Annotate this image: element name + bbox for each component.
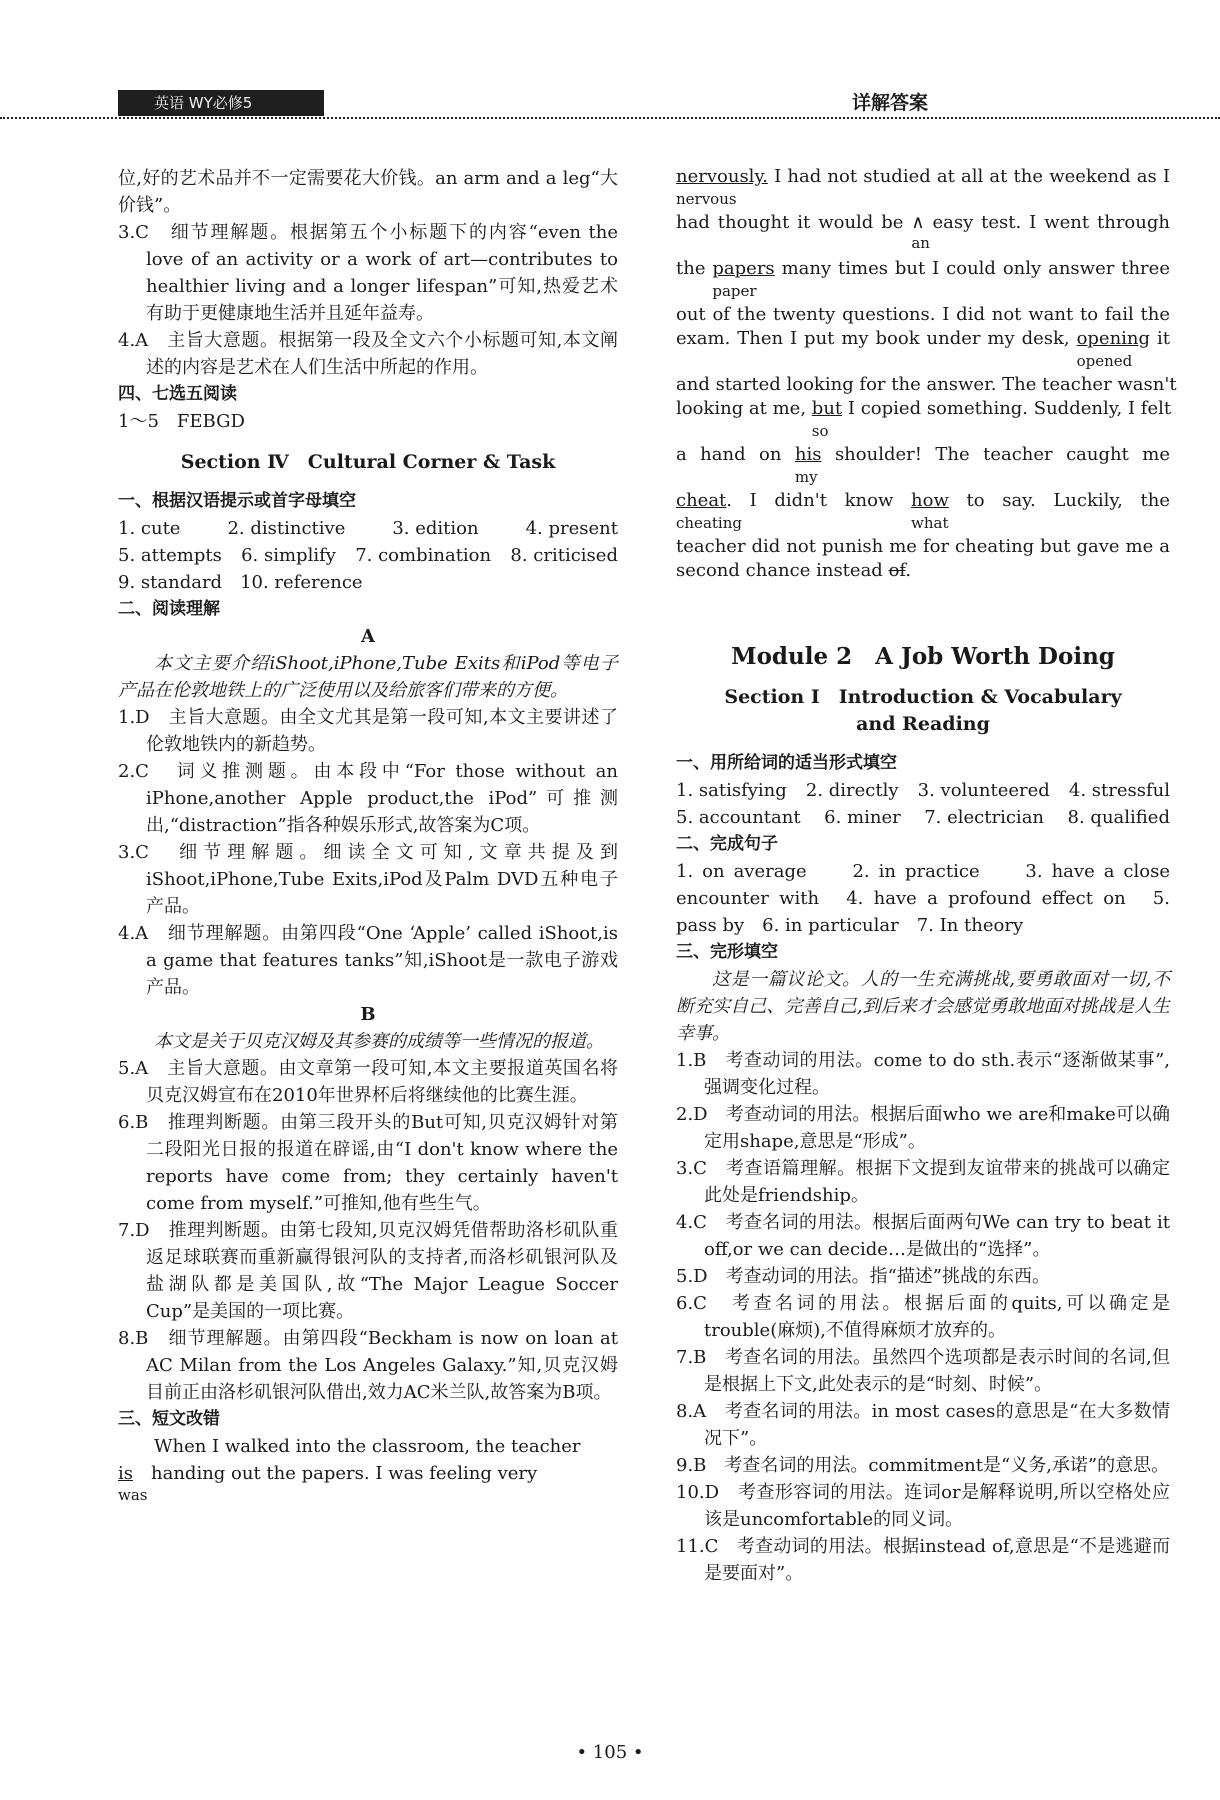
- line-text: shoulder! The teacher caught me: [834, 444, 1170, 465]
- wrong-word: opening: [1076, 328, 1151, 349]
- error-correction-line: [676, 165, 1170, 208]
- fill-answer: 2. directly: [805, 780, 899, 801]
- fill-answer: 3. volunteered: [917, 780, 1050, 801]
- corrected-word: [1076, 327, 1151, 370]
- fill-row: [676, 804, 1170, 831]
- error-correction-line: and started looking for the answer. The teacher wasn't: [676, 374, 1177, 395]
- correction: so: [811, 422, 829, 440]
- error-correction-line: second chance instead of.: [676, 560, 912, 581]
- fill-answer: 3. edition: [392, 518, 479, 539]
- subheading: 二、阅读理解: [118, 599, 220, 619]
- fill-answer: 9. standard: [118, 572, 223, 593]
- answer-item: 4.C 考查名词的用法。根据后面两句We can try to beat it off,or we can decide…是做出的“选择”。: [676, 1212, 1170, 1260]
- answer-item: 3.C 考查语篇理解。根据下文提到友谊带来的挑战可以确定此处是friendship。: [676, 1158, 1170, 1206]
- answer-item: 11.C 考查动词的用法。根据instead of,意思是“不是逃避而是要面对”。: [676, 1536, 1170, 1584]
- corrected-word: [794, 443, 822, 486]
- fill-row: [676, 777, 1170, 804]
- answer-item: 4.A 细节理解题。由第四段“One ‘Apple’ called iShoot,is a game that features tanks”知,iShoot是一款电子游戏产品。: [118, 923, 618, 998]
- correction: cheating: [676, 514, 742, 532]
- fill-answer: 1. cute: [118, 518, 181, 539]
- header-title: 详解答案: [852, 92, 929, 114]
- header-divider: [0, 117, 1220, 119]
- subheading: 三、短文改错: [118, 1409, 220, 1429]
- fill-answer: 7. combination: [355, 545, 492, 566]
- corrected-word: [911, 489, 949, 532]
- line-text: I had not studied at all at the weekend as I: [774, 166, 1170, 187]
- answer-item: 1.D 主旨大意题。由全文尤其是第一段可知,本文主要讲述了伦敦地铁内的新趋势。: [118, 707, 618, 755]
- fill-answer: 8. qualified: [1067, 807, 1170, 828]
- answer-item: 6.C 考查名词的用法。根据后面的quits,可以确定是trouble(麻烦),不值得麻烦才放弃的。: [676, 1293, 1170, 1341]
- section-title-continued: and Reading: [856, 713, 990, 735]
- sentence-answers: 1. on average 2. in practice 3. have a close encounter with 4. have a profound effect on 5. pass by 6. in particular 7. In theory: [676, 861, 1170, 936]
- correction: what: [911, 514, 949, 532]
- answer-item: 2.D 考查动词的用法。根据后面who we are和make可以确定用shape,意思是“形成”。: [676, 1104, 1170, 1152]
- error-correction-line: [676, 257, 1170, 300]
- section-title: Section Ⅰ Introduction & Vocabulary: [724, 686, 1122, 708]
- answer-item: 5.D 考查动词的用法。指“描述”挑战的东西。: [676, 1266, 1051, 1287]
- wrong-word: cheat: [676, 490, 727, 511]
- section-title: Section Ⅳ Cultural Corner & Task: [180, 451, 556, 473]
- line-text: looking at me,: [676, 398, 807, 419]
- subheading: 三、完形填空: [676, 942, 778, 962]
- corrected-word: [712, 257, 775, 300]
- line-text: many times but I could only answer three: [781, 258, 1170, 279]
- line-text: it: [1156, 328, 1170, 349]
- wrong-word: nervously.: [676, 166, 768, 187]
- line-text: . I didn't know: [726, 490, 894, 511]
- line-text: second chance instead: [676, 560, 883, 581]
- subheading: 四、七选五阅读: [118, 384, 237, 404]
- error-correction-line: out of the twenty questions. I did not want to fail the: [676, 304, 1170, 325]
- answer-item: 8.B 细节理解题。由第四段“Beckham is now on loan at AC Milan from the Los Angeles Galaxy.”知,贝克汉姆目前正由洛杉矶银河队借出,效力AC米兰队,故答案为B项。: [118, 1328, 618, 1403]
- answer-item: 1.B 考查动词的用法。come to do sth.表示“逐渐做某事”,强调变化过程。: [676, 1050, 1170, 1098]
- subject-badge: 英语 WY必修5: [118, 90, 324, 116]
- wrong-word: papers: [712, 258, 775, 279]
- page-number: • 105 •: [576, 1742, 644, 1763]
- line-text: the: [676, 258, 706, 279]
- error-correction-line: [676, 489, 1170, 532]
- fill-answer: 7. electrician: [924, 807, 1045, 828]
- line-text: exam. Then I put my book under my desk,: [676, 328, 1070, 349]
- wrong-word: is: [118, 1463, 133, 1484]
- fill-answer: 8. criticised: [510, 545, 618, 566]
- passage-summary: 本文主要介绍iShoot,iPhone,Tube Exits和iPod等电子产品在伦敦地铁上的广泛使用以及给旅客们带来的方便。: [118, 653, 618, 701]
- fill-answer: 5. accountant: [676, 807, 801, 828]
- fill-answer: 6. simplify: [241, 545, 336, 566]
- error-correction-passage: [676, 165, 1177, 583]
- answer-item: 8.A 考查名词的用法。in most cases的意思是“在大多数情况下”。: [676, 1401, 1170, 1449]
- fill-answer: 6. miner: [824, 807, 901, 828]
- answer-line: 1～5 FEBGD: [118, 411, 245, 432]
- error-correction-line: [676, 397, 1172, 440]
- right-column: [676, 165, 1177, 1587]
- passage-label: A: [361, 626, 375, 647]
- passage-summary: 本文是关于贝克汉姆及其参赛的成绩等一些情况的报道。: [154, 1031, 604, 1052]
- answer-item: 3.C 细节理解题。根据第五个小标题下的内容“even the love of an activity or a work of art—contributes to healthier living and a longer lifespan”可知,热爱艺术有助于更健康地生活并且延年益寿。: [118, 222, 618, 324]
- answer-item: 5.A 主旨大意题。由文章第一段可知,本文主要报道英国名将贝克汉姆宣布在2010年世界杯后将继续他的比赛生涯。: [118, 1058, 618, 1106]
- insertion-mark: ∧ an: [911, 211, 924, 235]
- answer-item: 2.C 词义推测题。由本段中“For those without an iPhone,another Apple product,the iPod”可推测出,“distraction”指各种娱乐形式,故答案为C项。: [118, 761, 618, 836]
- fill-answer: 4. present: [525, 518, 618, 539]
- subheading: 一、根据汉语提示或首字母填空: [118, 491, 356, 511]
- corrected-word: [118, 1460, 148, 1504]
- correction: my: [794, 468, 818, 486]
- left-column: [118, 165, 618, 1507]
- correction: paper: [712, 282, 757, 300]
- answer-item: 10.D 考查形容词的用法。连词or是解释说明,所以空格处应该是uncomfortable的同义词。: [676, 1482, 1170, 1530]
- fill-row: [118, 569, 618, 596]
- corrected-word: [676, 489, 742, 532]
- line-text: handing out the papers. I was feeling very: [151, 1463, 538, 1484]
- passage-summary: 这是一篇议论文。人的一生充满挑战,要勇敢面对一切,不断充实自己、完善自己,到后来才会感觉勇敢地面对挑战是人生幸事。: [676, 969, 1170, 1044]
- correction: was: [118, 1486, 148, 1504]
- fill-answer: 5. attempts: [118, 545, 222, 566]
- wrong-word: but: [811, 398, 843, 419]
- answer-item: 7.B 考查名词的用法。虽然四个选项都是表示时间的名词,但是根据上下文,此处表示的是“时刻、时候”。: [676, 1347, 1170, 1395]
- wrong-word: his: [794, 444, 822, 465]
- line-text: had thought it would be: [676, 212, 904, 233]
- line-text: a hand on: [676, 444, 782, 465]
- paragraph: 位,好的艺术品并不一定需要花大价钱。an arm and a leg“大价钱”。: [118, 168, 618, 216]
- fill-row: [118, 542, 618, 569]
- correction: nervous: [676, 190, 737, 208]
- line-text: easy test. I went through: [932, 212, 1170, 233]
- passage-label: B: [360, 1004, 376, 1025]
- fill-answer: 1. satisfying: [676, 780, 787, 801]
- fill-answer: 10. reference: [240, 572, 363, 593]
- error-correction-line: [676, 443, 1170, 486]
- answer-item: 4.A 主旨大意题。根据第一段及全文六个小标题可知,本文阐述的内容是艺术在人们生活中所起的作用。: [118, 330, 618, 378]
- error-correction-line: teacher did not punish me for cheating but gave me a: [676, 536, 1170, 557]
- answer-item: 9.B 考查名词的用法。commitment是“义务,承诺”的意思。: [676, 1455, 1170, 1476]
- fill-answer: 4. stressful: [1068, 780, 1170, 801]
- correction: opened: [1076, 352, 1133, 370]
- error-correction-line: When I walked into the classroom, the teacher: [154, 1436, 581, 1457]
- line-text: I copied something. Suddenly, I felt: [847, 398, 1172, 419]
- correction: an: [911, 234, 930, 252]
- fill-answer: 2. distinctive: [227, 518, 346, 539]
- page-header: [0, 0, 1220, 130]
- fill-row: [118, 515, 618, 542]
- subheading: 二、完成句子: [676, 834, 778, 854]
- spacer: [676, 583, 1170, 637]
- subheading: 一、用所给词的适当形式填空: [676, 753, 897, 773]
- deleted-word: of: [888, 560, 906, 581]
- answer-item: 3.C 细节理解题。细读全文可知,文章共提及到iShoot,iPhone,Tube Exits,iPod及Palm DVD五种电子产品。: [118, 842, 618, 917]
- corrected-word: [811, 397, 843, 440]
- line-text: to say. Luckily, the: [966, 490, 1170, 511]
- answer-item: 6.B 推理判断题。由第三段开头的But可知,贝克汉姆针对第二段阳光日报的报道在辟谣,由“I don't know where the reports have come from; they certainly haven't come from myself.”可推知,他有些生气。: [118, 1112, 618, 1214]
- corrected-word: [676, 165, 768, 208]
- error-correction-line: [676, 211, 1170, 252]
- answer-item: 7.D 推理判断题。由第七段知,贝克汉姆凭借帮助洛杉矶队重返足球联赛而重新赢得银河队的支持者,而洛杉矶银河队及盐湖队都是美国队,故“The Major League Soccer Cup”是美国的一项比赛。: [118, 1220, 618, 1322]
- wrong-word: how: [911, 490, 949, 511]
- error-correction-line: [118, 1460, 618, 1504]
- error-correction-line: [676, 327, 1170, 370]
- module-title: Module 2 A Job Worth Doing: [731, 643, 1115, 670]
